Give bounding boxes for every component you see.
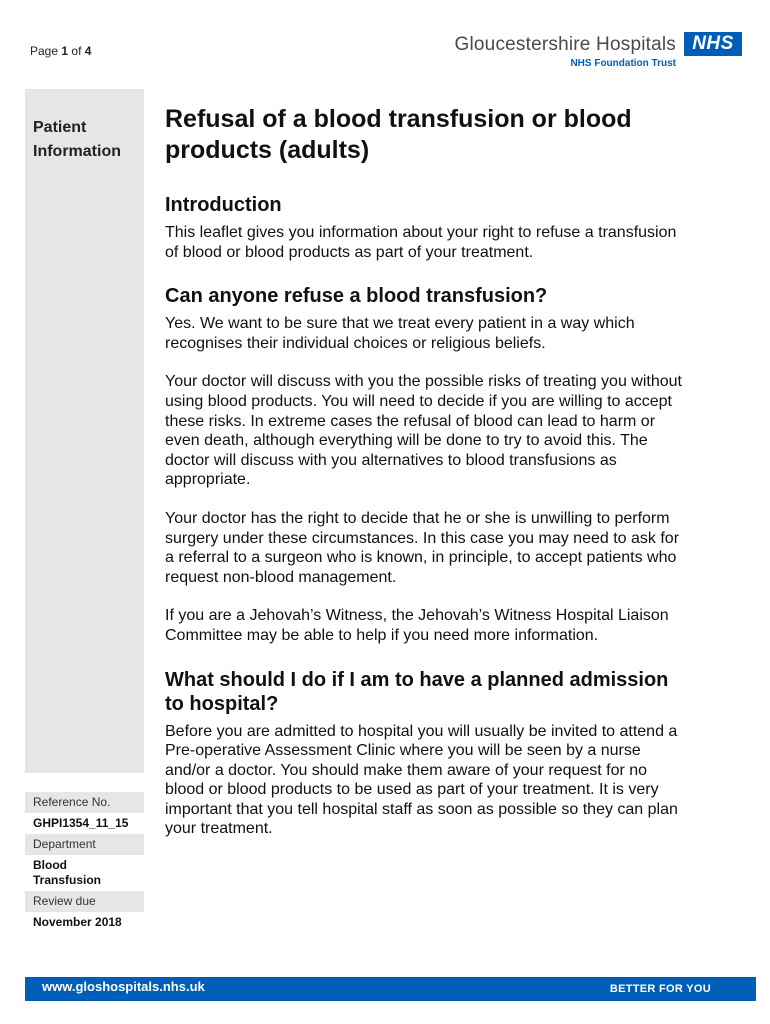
- department-line2: Transfusion: [33, 873, 102, 887]
- department-line1: Blood: [33, 858, 67, 872]
- reference-value: GHPI1354_11_15: [25, 813, 144, 834]
- sidebar: [25, 89, 144, 773]
- document-meta: [25, 792, 144, 933]
- website-link[interactable]: www.gloshospitals.nhs.uk: [42, 979, 205, 994]
- section-heading-refuse: Can anyone refuse a blood transfusion?: [165, 285, 548, 308]
- section-heading-planned-admission: What should I do if I am to have a planned admission to hospital?: [165, 668, 669, 715]
- page-of: of: [71, 44, 82, 58]
- sidebar-title-line1: Patient: [33, 119, 87, 136]
- page-total: 4: [84, 44, 92, 58]
- review-value: November 2018: [25, 912, 144, 933]
- section-heading-introduction: Introduction: [165, 194, 282, 216]
- paragraph: Your doctor has the right to decide that he or she is unwilling to perform surgery under these circumstances. In this case you may need to ask for a referral to a surgeon who is known, in principle, to accept patients who request non-blood management.: [165, 509, 680, 586]
- page-label: Page: [30, 44, 59, 58]
- footer-tagline: BETTER FOR YOU: [609, 983, 711, 995]
- nhs-logo-icon: NHS: [684, 32, 742, 56]
- paragraph: Before you are admitted to hospital you will usually be invited to attend a Pre-operative Assessment Clinic where you will be seen by a nurse and/or a doctor. You should make them aware of your request for no blood or blood products to be used as part of your treatment. It is very important that you tell hospital staff as soon as possible so they can plan your treatment.: [165, 722, 678, 838]
- trust-logo: [442, 32, 742, 72]
- footer-bar: [25, 977, 756, 1001]
- paragraph: This leaflet gives you information about your right to refuse a transfusion of blood or blood products as part of your treatment.: [165, 224, 677, 261]
- department-label: Department: [25, 834, 144, 855]
- org-subtitle: NHS Foundation Trust: [570, 58, 676, 69]
- review-label: Review due: [25, 891, 144, 912]
- document-title: Refusal of a blood transfusion or blood products (adults): [165, 105, 632, 164]
- department-value: [25, 855, 144, 891]
- main-content: [165, 104, 690, 839]
- paragraph: Yes. We want to be sure that we treat every patient in a way which recognises their individual choices or religious beliefs.: [165, 315, 635, 352]
- org-name: Gloucestershire Hospitals: [454, 34, 676, 55]
- sidebar-title-line2: Information: [33, 143, 121, 160]
- page-number: [30, 44, 91, 58]
- paragraph: If you are a Jehovah’s Witness, the Jehovah’s Witness Hospital Liaison Committee may be able to help if you need more information.: [165, 607, 669, 644]
- reference-label: Reference No.: [25, 792, 144, 813]
- paragraph: Your doctor will discuss with you the possible risks of treating you without using blood products. You will need to decide if you are willing to accept these risks. In extreme cases the refusal of blood can lead to harm or even death, although everything will be done to try to avoid this. The doctor will discuss with you alternatives to blood transfusions as appropriate.: [165, 373, 682, 489]
- page-current: 1: [61, 44, 69, 58]
- sidebar-title: [33, 116, 121, 164]
